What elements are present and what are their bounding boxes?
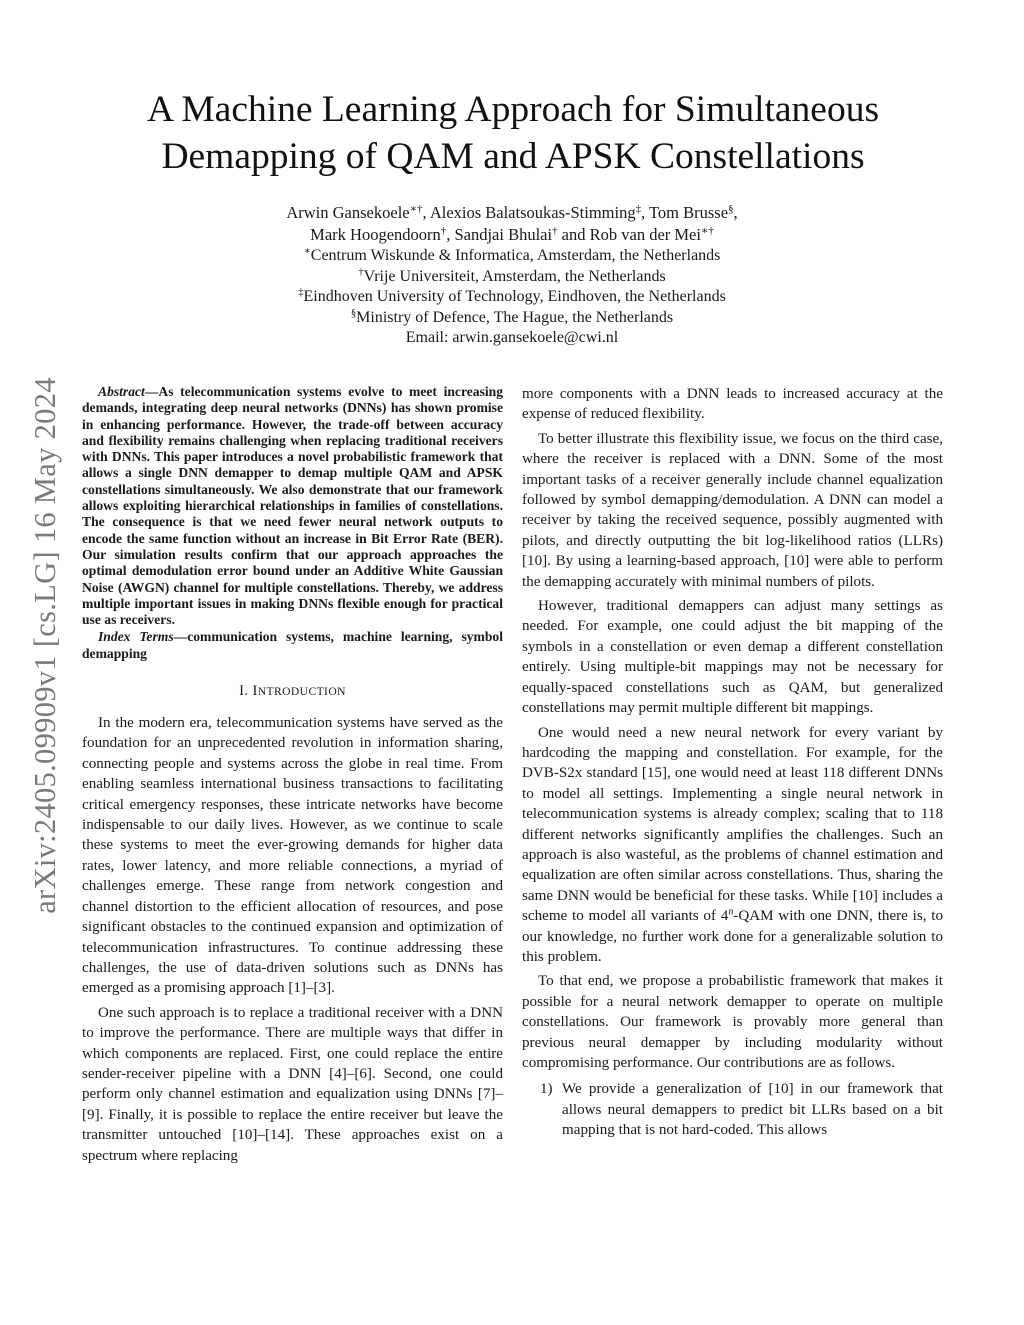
author-affiliation-mark: † [552,225,558,238]
affiliation-mark: ‡ [298,287,304,299]
affiliation-text: Ministry of Defence, The Hague, the Netherlands [356,308,674,326]
author-name: Rob van der Mei [589,225,701,244]
author-email: Email: arwin.gansekoele@cwi.nl [405,329,619,346]
affiliation-line [150,267,874,288]
body-paragraph: One would need a new neural network for every variant by hardcoding the mapping and constellation. For example, for the DVB-S2x standard [15], one would need at least 118 different DNNs to model all settings. Implementing a single neural network in telecommunication systems is already complex; scaling that to 118 different networks significantly amplifies the challenges. Such an approach is also wasteful, as the problems of channel estimation and equalization are often similar across constellations. Thus, sharing the same DNN would be beneficial for these tasks. While [10] includes a scheme to model all variants of 4$^n$-QAM with one DNN, there is, to our knowledge, no further work done for a generalizable solution to this problem. [522,724,943,965]
affiliation-line [150,308,874,329]
arxiv-identifier: arXiv:2405.09909v1 [cs.LG] 16 May 2024 [27,376,62,914]
author-affiliation-mark: ‡ [635,203,642,216]
author-name: Tom Brusse [649,203,729,222]
affiliation-mark: ∗ [303,246,311,258]
title-line-2: Demapping of QAM and APSK Constellations [161,136,865,177]
index-terms-text: communication systems, machine learning, symbol demapping [82,629,503,661]
author-name: Sandjai Bhulai [454,225,553,244]
author-name: Alexios Balatsoukas-Stimming [429,203,636,222]
affiliation-text: Centrum Wiskunde & Informatica, Amsterdam, the Netherlands [310,247,721,264]
author-affiliation-mark: ∗† [700,225,714,238]
affiliation-mark: † [358,266,364,278]
author-affiliation-mark: § [728,203,734,216]
index-terms-label: Index Terms— [98,629,188,645]
abstract [82,384,503,628]
body-paragraph: To that end, we propose a probabilistic framework that makes it possible for a neural network demapper to operate on multiple constellations. Our framework is provably more general than previous neural demapper by including modularity without compromising performance. Our contributions are as follows. [522,973,943,1071]
body-paragraph: One such approach is to replace a traditional receiver with a DNN to improve the performance. There are multiple ways that differ in which components are replaced. First, one could replace the entire sender-receiver pipeline with a DNN [4]–[6]. Second, one could perform only channel estimation and equalization using DNNs [7]–[9]. Finally, it is possible to replace the entire receiver but leave the transmitter untouched [10]–[14]. These approaches exist on a spectrum where replacing [82,1004,503,1164]
paper-title [90,86,936,180]
author-block [150,202,874,349]
author-names-line-2: Mark Hoogendoorn†, Sandjai Bhulai† and Rob van der Mei∗† [310,225,714,244]
abstract-label: Abstract— [98,384,159,399]
author-name: Mark Hoogendoorn [310,225,441,244]
author-names-line-1: Arwin Gansekoele∗†, Alexios Balatsoukas-Stimming‡, Tom Brusse§, [286,203,738,222]
list-item [522,1079,943,1140]
left-column [82,384,503,1166]
contribution-list [522,1079,943,1140]
list-item-text: We provide a generalization of [10] in our framework that allows neural demappers to predict bit LLRs based on a bit mapping that is not hard-coded. This allows [562,1081,943,1139]
author-affiliation-mark: ∗† [409,203,423,216]
list-item-number: 1) [540,1081,553,1098]
affiliation-text: Vrije Universiteit, Amsterdam, the Netherlands [363,267,666,285]
index-terms [82,629,503,662]
affiliation-mark: § [350,307,357,319]
body-paragraph: more components with a DNN leads to increased accuracy at the expense of reduced flexibility. [522,386,943,423]
affiliation-line [150,287,874,308]
title-line-1: A Machine Learning Approach for Simultaneous [146,89,880,130]
body-paragraph: However, traditional demappers can adjust many settings as needed. For example, one could adjust the bit mapping of the symbols in a constellation or even demap a different constellation entirely. Using multiple-bit mappings may not be necessary for equally-spaced constellations such as QAM, but generalized constellations may permit multiple different bit mappings. [522,598,943,717]
affiliation-line [150,246,874,267]
affiliation-text: Eindhoven University of Technology, Eindhoven, the Netherlands [303,288,726,305]
body-paragraph: To better illustrate this flexibility issue, we focus on the third case, where the receiver is replaced with a DNN. Some of the most important tasks of a receiver generally include channel equalization followed by symbol demapping/demodulation. A DNN can model a receiver by taking the received sequence, possibly augmented with pilots, and directly outputting the bit log-likelihood ratios (LLRs) [10]. By using a learning-based approach, [10] were able to perform the demapping accurately with minimal numbers of pilots. [522,430,943,590]
author-affiliation-mark: † [440,225,447,238]
author-name: Arwin Gansekoele [286,203,410,222]
abstract-text: As telecommunication systems evolve to meet increasing demands, integrating deep neural networks (DNNs) has shown promise in enhancing performance. However, the trade-off between accuracy and flexibility remains challenging when replacing traditional receivers with DNNs. This paper introduces a novel probabilistic framework that allows a single DNN demapper to demap multiple QAM and APSK constellations simultaneously. We also demonstrate that our framework allows exploiting hierarchical relationships in families of constellations. The consequence is that we need fewer neural network outputs to encode the same function without an increase in Bit Error Rate (BER). Our simulation results confirm that our approach approaches the optimal demodulation error bound under an Additive White Gaussian Noise (AWGN) channel for multiple constellations. Thereby, we address multiple important issues in making DNNs flexible enough for practical use as receivers. [82,384,503,628]
right-column [522,384,943,1141]
math-expression: 4$^n$ [720,906,734,925]
section-heading-introduction: I. INTRODUCTION [239,683,346,700]
body-paragraph: In the modern era, telecommunication systems have served as the foundation for an unprecedented revolution in information sharing, connecting people and systems across the globe in real time. From enabling seamless international business transactions to facilitating critical emergency responses, these intricate networks have become indispensable to our daily lives. However, as we continue to scale these systems to meet the ever-growing demands for higher data rates, lower latency, and more reliable connections, a myriad of challenges emerge. These range from network congestion and channel distortion to the efficient allocation of resources, and pose significant obstacles to the continued expansion and optimization of telecommunication infrastructures. To continue addressing these challenges, the use of data-driven solutions such as DNNs has emerged as a promising approach [1]–[3]. [82,715,503,997]
